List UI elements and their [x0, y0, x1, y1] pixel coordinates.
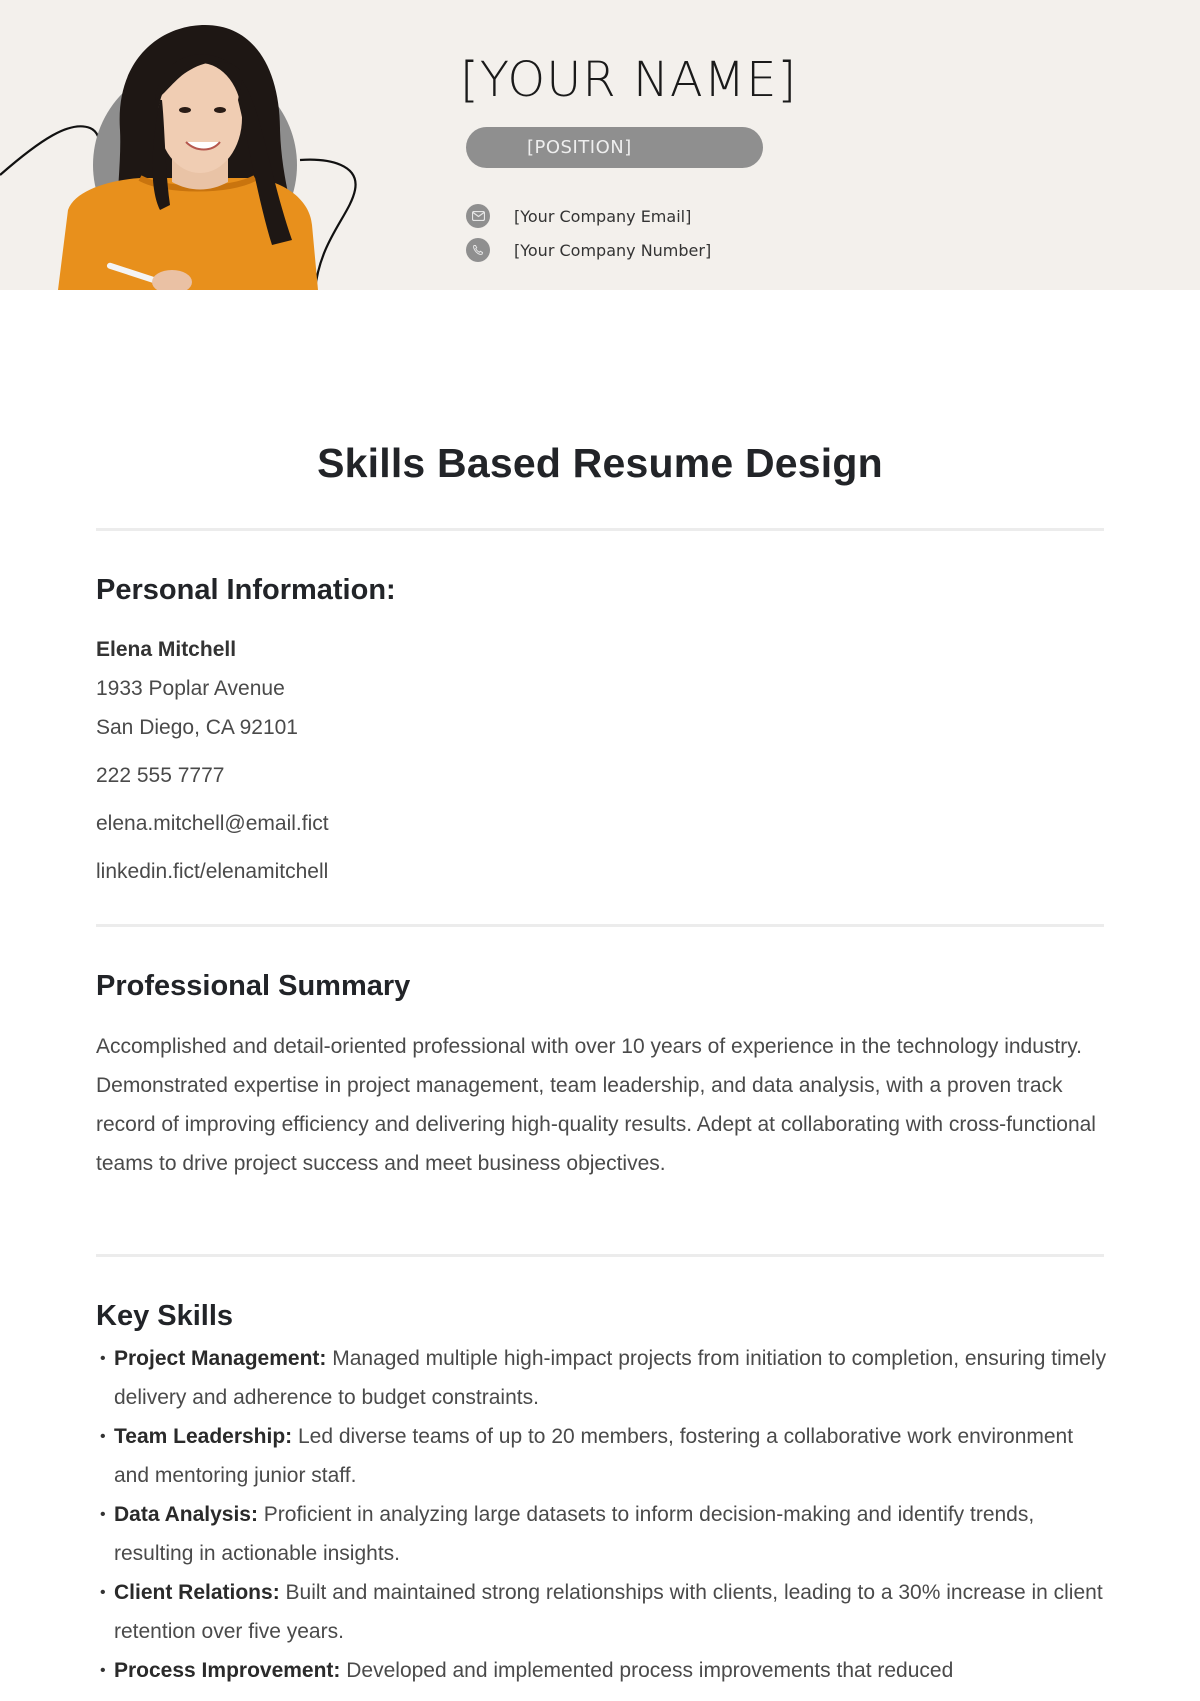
contact-email-row	[466, 204, 691, 228]
professional-summary-text: Accomplished and detail-oriented professional with over 10 years of experience in the technology industry. Demonstrated expertise in project management, team leadership, and data analysis, with a proven track record of improving efficiency and delivering high-quality results. Adept at collaborating with cross-functional teams to drive project success and meet business objectives.	[96, 1035, 1096, 1175]
person-name: Elena Mitchell	[96, 638, 237, 661]
section-divider	[96, 528, 1104, 531]
skill-description: Managed multiple high-impact projects from initiation to completion, ensuring timely delivery and adherence to budget constraints.	[114, 1347, 1107, 1409]
envelope-icon	[466, 204, 490, 228]
section-divider	[96, 1254, 1104, 1257]
skill-item	[96, 1339, 1108, 1417]
skill-name: Team Leadership:	[114, 1425, 293, 1448]
linkedin-url: linkedin.fict/elenamitchell	[96, 860, 329, 883]
resume-header	[0, 0, 1200, 290]
skill-name: Client Relations:	[114, 1581, 280, 1604]
skill-name: Project Management:	[114, 1347, 327, 1370]
key-skills-heading: Key Skills	[96, 1300, 234, 1332]
company-email: [Your Company Email]	[514, 206, 692, 226]
skill-item	[96, 1495, 1108, 1573]
email-address: elena.mitchell@email.fict	[96, 812, 329, 835]
key-skills-list	[96, 1339, 1108, 1690]
company-number: [Your Company Number]	[514, 240, 712, 260]
section-divider	[96, 924, 1104, 927]
skill-item	[96, 1573, 1108, 1651]
phone-icon	[466, 238, 490, 262]
skill-item	[96, 1417, 1108, 1495]
position-badge: [POSITION]	[466, 127, 763, 168]
profile-photo	[0, 0, 400, 290]
skill-item	[96, 1651, 1108, 1690]
skill-description: Built and maintained strong relationships with clients, leading to a 30% increase in client retention over five years.	[114, 1581, 1103, 1643]
phone-number: 222 555 7777	[96, 764, 225, 787]
skill-description: Proficient in analyzing large datasets to inform decision-making and identify trends, resulting in actionable insights.	[114, 1503, 1035, 1565]
document-title: Skills Based Resume Design	[317, 440, 883, 486]
skill-name: Process Improvement:	[114, 1659, 341, 1682]
address-line-2: San Diego, CA 92101	[96, 716, 298, 739]
address-line-1: 1933 Poplar Avenue	[96, 677, 285, 700]
skill-name: Data Analysis:	[114, 1503, 258, 1526]
personal-information-heading: Personal Information:	[96, 574, 396, 606]
skill-description: Led diverse teams of up to 20 members, fostering a collaborative work environment and mentoring junior staff.	[114, 1425, 1074, 1487]
name-placeholder: [YOUR NAME]	[460, 52, 798, 108]
contact-phone-row	[466, 238, 711, 262]
skill-description: Developed and implemented process improvements that reduced	[340, 1659, 954, 1682]
professional-summary-heading: Professional Summary	[96, 970, 411, 1002]
